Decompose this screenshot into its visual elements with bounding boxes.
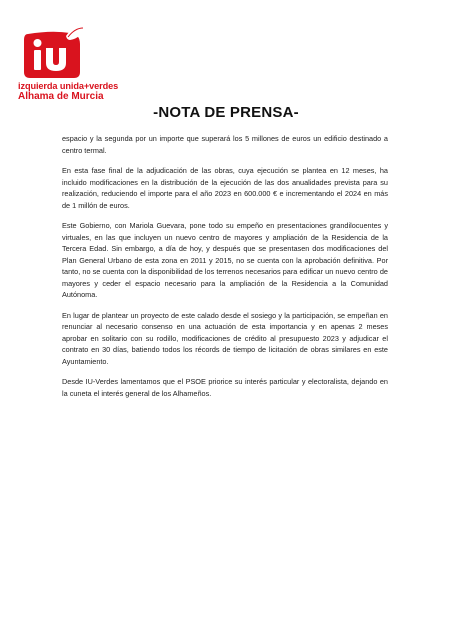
logo-wordmark — [18, 81, 128, 102]
iu-logo-icon — [22, 24, 86, 80]
press-release-body — [62, 133, 388, 408]
page-title: -NOTA DE PRENSA- — [153, 104, 299, 121]
paragraph: Este Gobierno, con Mariola Guevara, pone todo su empeño en presentaciones grandilocuentes y virtuales, en las que incluyen un nuevo centro de mayores y ampliación de la Residencia de la Tercera Edad. Sin embargo, a día de hoy, y después que se presentasen dos modificaciones del Plan General Urbano de esta zona en 2011 y 2015, no se cuenta con la aprobación definitiva. Por tanto, no se cuenta con la disponibilidad de los terrenos necesarios para edificar un nuevo centro de mayores y ceder el espacio necesario para la ampliación de la Residencia a la Comunidad Autónoma. — [62, 221, 388, 299]
logo-locality: Alhama de Murcia — [18, 91, 104, 102]
paragraph: En esta fase final de la adjudicación de las obras, cuya ejecución se plantea en 12 meses, ha incluido modificaciones en la distribución de la ejecución de las dos anualidades prevista para su realización, reduciendo el importe para el año 2023 en 600.000 € e incrementando el 2024 en más de 1 millón de euros. — [62, 166, 388, 210]
paragraph: En lugar de plantear un proyecto de este calado desde el sosiego y la participación, se empeñan en renunciar al necesario consenso en una actuación de esta importancia y en apenas 2 meses aprobar en solitario con su rodillo, modificaciones de crédito al presupuesto 2023 y adjudicar el contrato en 30 días, batiendo todos los récords de tiempo de licitación de obras similares en este Ayuntamiento. — [62, 310, 388, 366]
paragraph: Desde IU-Verdes lamentamos que el PSOE priorice su interés particular y electoralista, dejando en la cuneta el interés general de los Alhameños. — [62, 377, 388, 398]
logo-party-name: izquierda unida+verdes — [18, 81, 119, 91]
iu-verdes-logo — [18, 24, 118, 104]
paragraph: espacio y la segunda por un importe que superará los 5 millones de euros un edificio destinado a centro termal. — [62, 134, 388, 155]
